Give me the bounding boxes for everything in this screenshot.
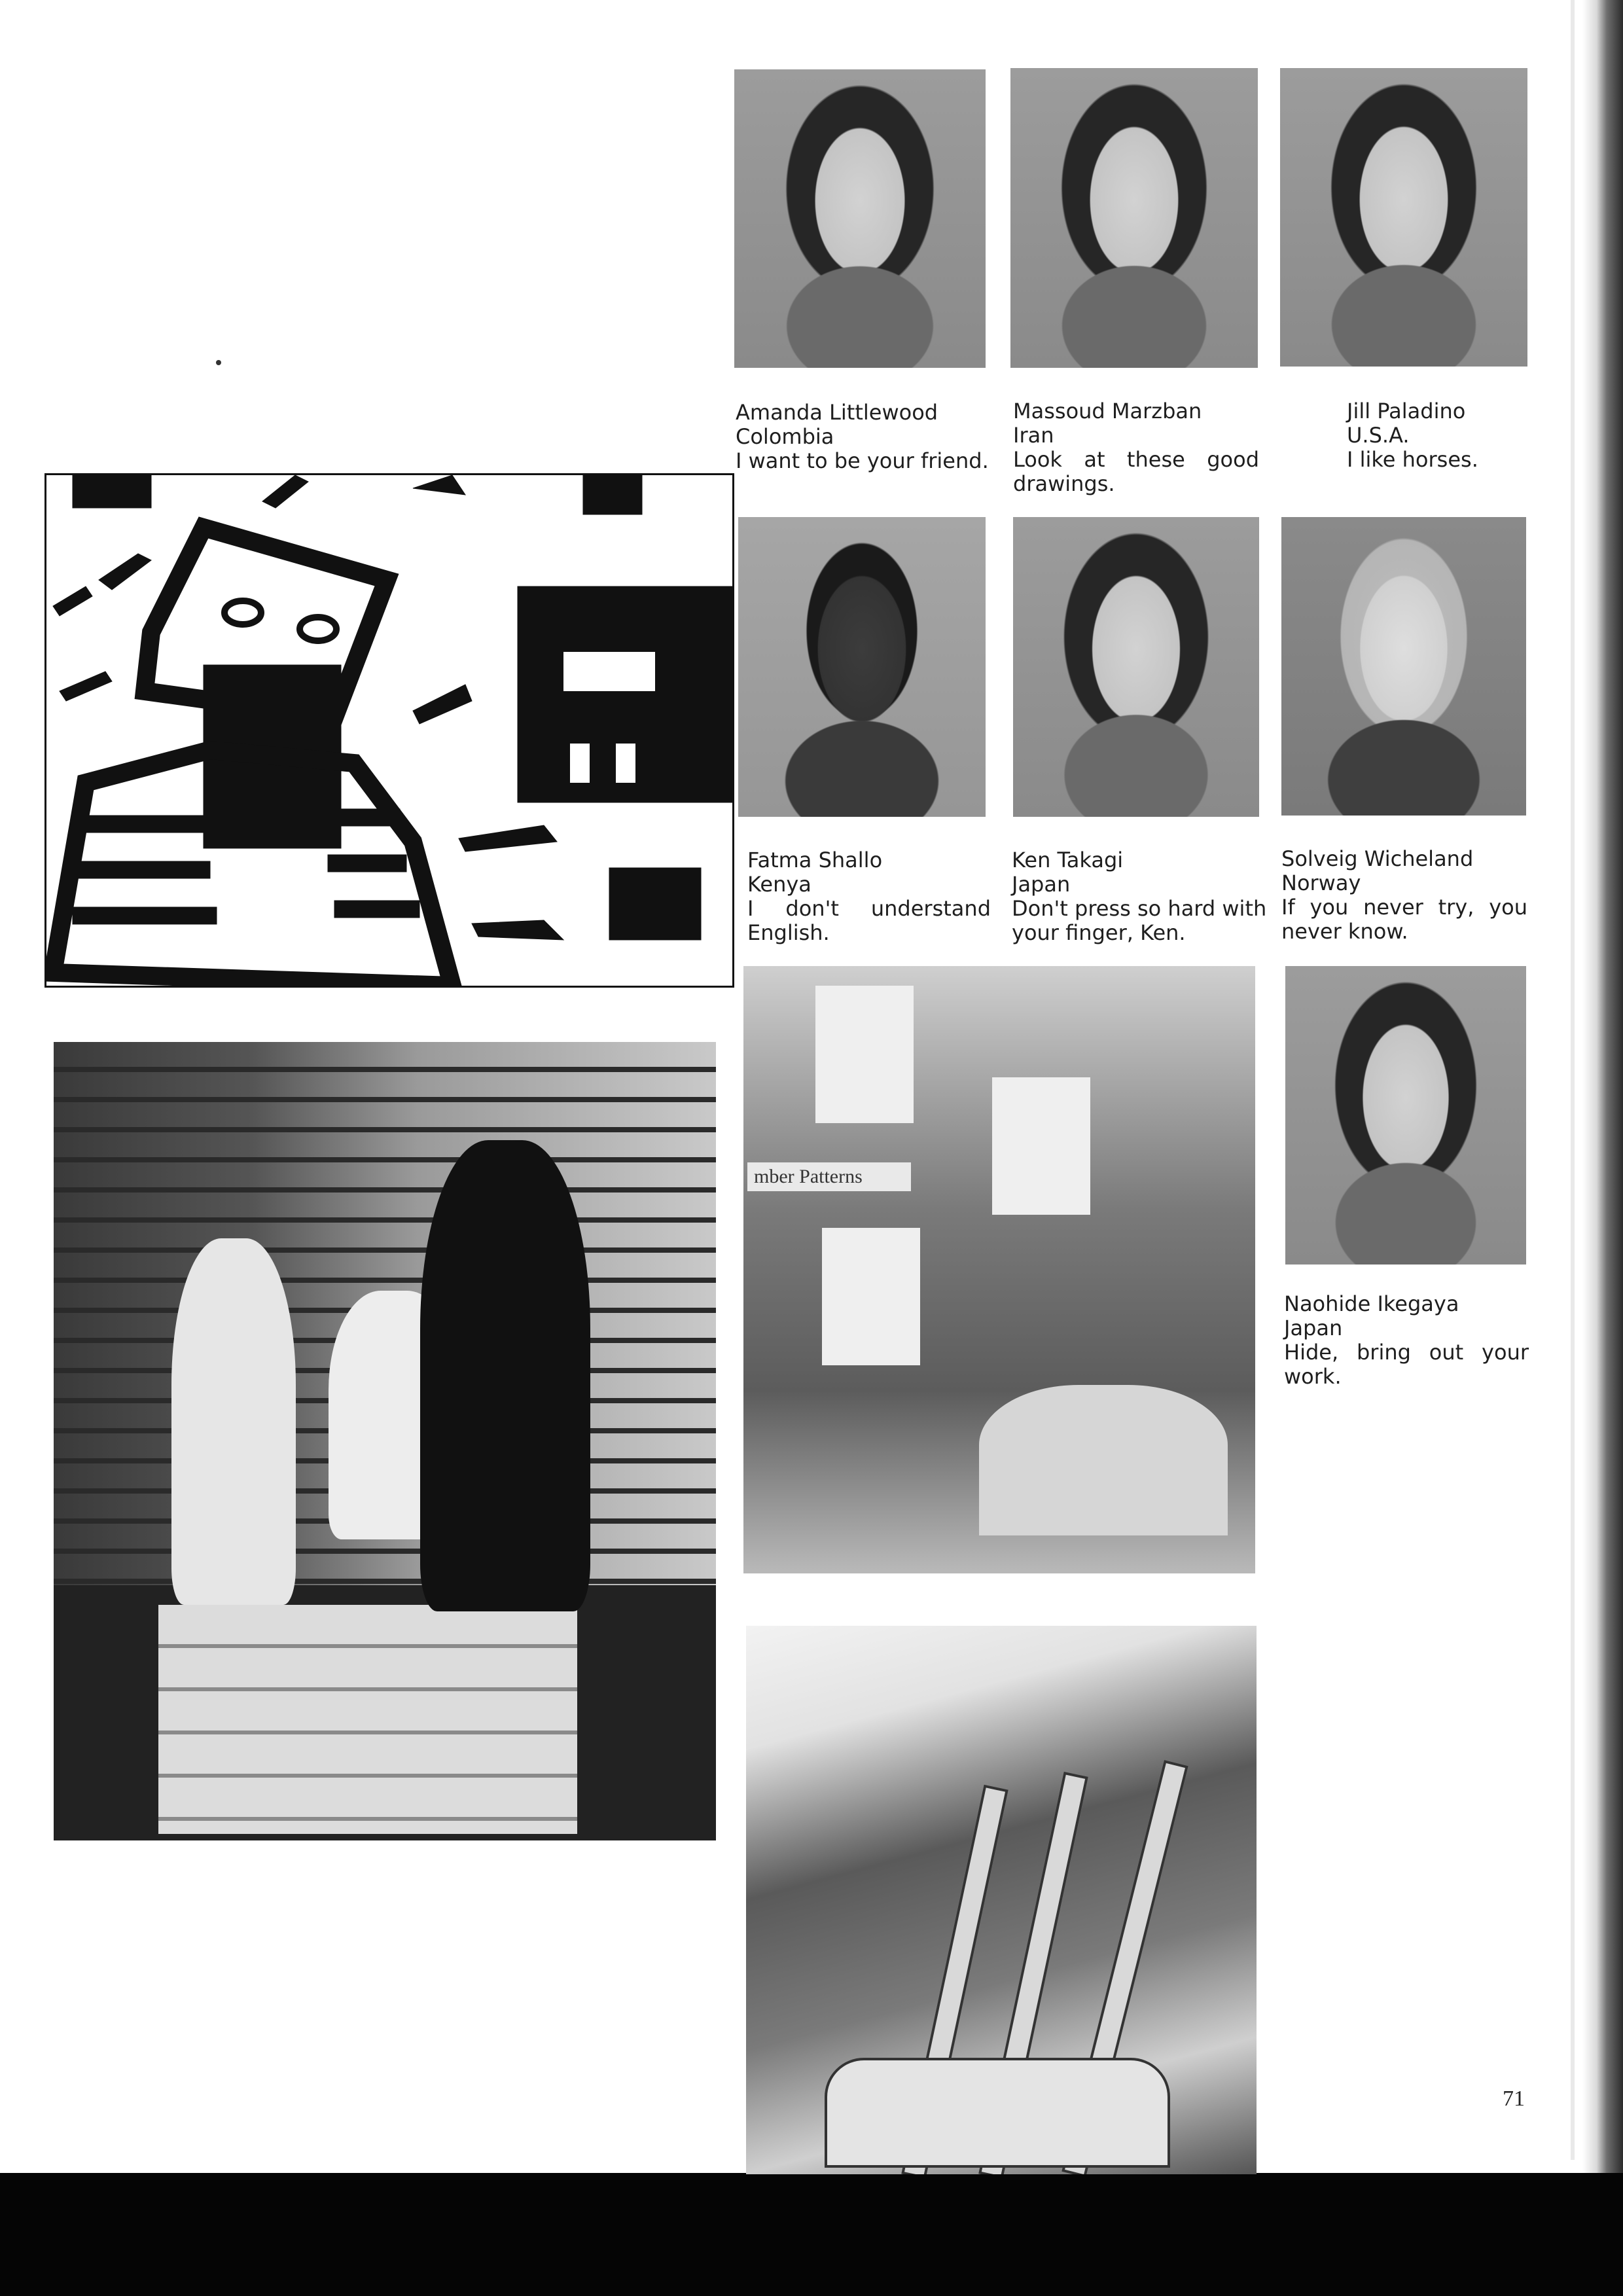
classroom-poster xyxy=(822,1228,920,1365)
caption-amanda-littlewood xyxy=(736,401,991,473)
student-country: Japan xyxy=(1284,1316,1343,1340)
student-country: Iran xyxy=(1013,423,1054,448)
portrait-solveig-wicheland xyxy=(1281,517,1526,816)
student-name: Jill Paladino xyxy=(1347,399,1466,423)
student-name: Ken Takagi xyxy=(1012,848,1124,872)
vaulting-box xyxy=(158,1605,577,1834)
student-country: Kenya xyxy=(747,872,812,897)
child-drawing xyxy=(45,473,734,988)
portrait-jill-paladino xyxy=(1280,68,1527,367)
page-number: 71 xyxy=(1503,2087,1525,2111)
portrait-naohide-ikegaya xyxy=(1285,966,1526,1265)
binding-shadow xyxy=(1582,0,1623,2173)
student-quote-line: work. xyxy=(1284,1364,1342,1389)
stray-mark xyxy=(216,360,221,365)
caption-ken-takagi xyxy=(1012,848,1267,945)
student-quote-line: I don't understand xyxy=(747,896,991,921)
photo-folding-chair xyxy=(746,1626,1257,2174)
teacher-figure xyxy=(420,1140,590,1611)
student-figure xyxy=(171,1238,296,1605)
number-patterns-sign: mber Patterns xyxy=(747,1162,911,1191)
student-name: Massoud Marzban xyxy=(1013,399,1202,423)
classroom-poster xyxy=(815,986,914,1123)
caption-massoud-marzban xyxy=(1013,399,1259,496)
caption-naohide-ikegaya xyxy=(1284,1292,1529,1389)
student-quote-line: your finger, Ken. xyxy=(1012,920,1186,945)
drawing-artwork xyxy=(46,475,732,986)
portrait-fatma-shallo xyxy=(738,517,986,817)
student-quote-line: Look at these good xyxy=(1013,447,1259,472)
student-country: Japan xyxy=(1012,872,1071,897)
caption-jill-paladino xyxy=(1347,399,1530,472)
portrait-massoud-marzban xyxy=(1010,68,1258,368)
student-quote-line: Don't press so hard with xyxy=(1012,896,1267,921)
student-name: Solveig Wicheland xyxy=(1281,846,1474,871)
portrait-amanda-littlewood xyxy=(734,69,986,368)
student-at-desk xyxy=(979,1385,1228,1535)
caption-fatma-shallo xyxy=(747,848,991,945)
student-country: Colombia xyxy=(736,424,834,449)
student-quote-line: never know. xyxy=(1281,919,1408,944)
student-name: Fatma Shallo xyxy=(747,848,883,872)
classroom-poster xyxy=(992,1077,1090,1215)
student-country: U.S.A. xyxy=(1347,423,1410,448)
student-name: Amanda Littlewood xyxy=(736,400,938,425)
student-quote-line: English. xyxy=(747,920,830,945)
student-quote-line: If you never try, you xyxy=(1281,895,1527,920)
student-quote: I like horses. xyxy=(1347,447,1478,472)
chair-seat xyxy=(825,2058,1170,2168)
page-edge-line xyxy=(1571,0,1575,2160)
photo-classroom xyxy=(743,966,1255,1573)
portrait-ken-takagi xyxy=(1013,517,1259,817)
photo-gym-vaulting-box xyxy=(54,1042,716,1840)
student-quote: I want to be your friend. xyxy=(736,448,989,473)
student-name: Naohide Ikegaya xyxy=(1284,1291,1459,1316)
student-country: Norway xyxy=(1281,870,1361,895)
student-quote-line: drawings. xyxy=(1013,471,1115,496)
student-quote-line: Hide, bring out your xyxy=(1284,1340,1529,1365)
caption-solveig-wicheland xyxy=(1281,847,1527,944)
scan-bottom-border xyxy=(0,2173,1623,2296)
